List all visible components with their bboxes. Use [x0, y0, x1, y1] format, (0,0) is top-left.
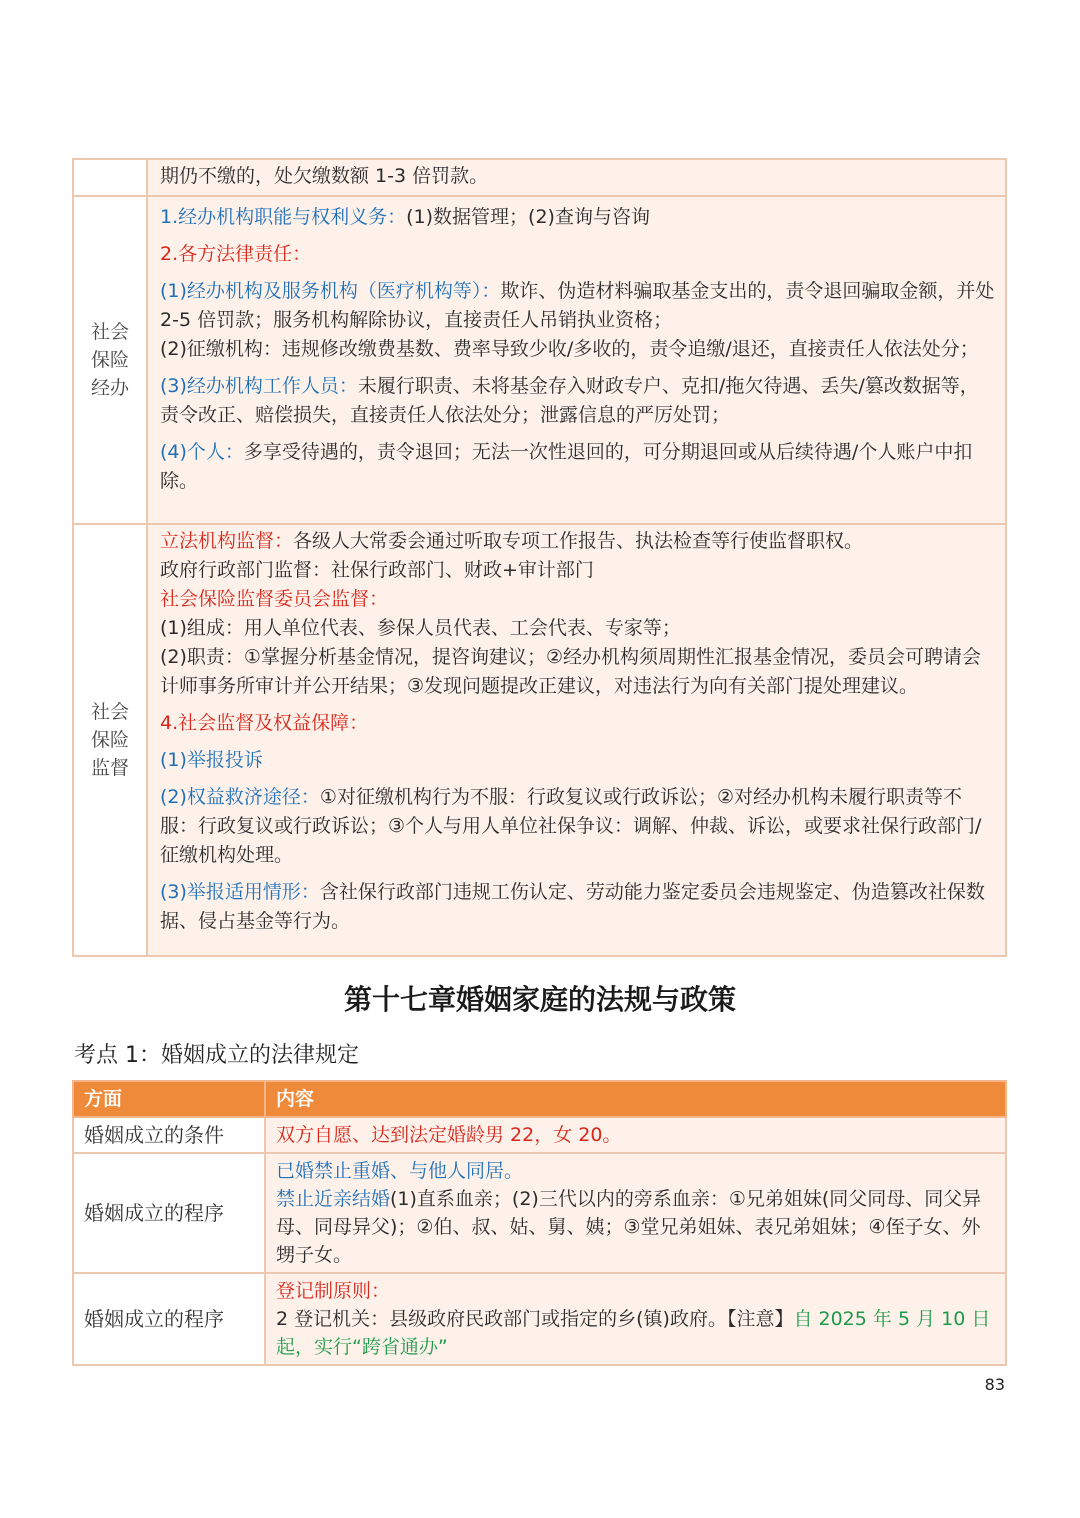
label-line: 监督: [90, 757, 129, 779]
aspect-cell: 婚姻成立的程序: [73, 1273, 265, 1365]
item-title: (2)权益救济途径：: [160, 786, 320, 808]
label-line: 经办: [90, 377, 129, 399]
column-header: 内容: [265, 1081, 1006, 1117]
row-label-jingban: [73, 196, 147, 524]
item-text: 含社保行政部门违规工伤认定、劳动能力鉴定委员会违规鉴定、伪造篡改社保数据、侵占基金等行为。: [160, 881, 985, 932]
item-line: [160, 527, 997, 556]
item-line: [160, 783, 997, 870]
item-line: [160, 277, 997, 335]
label-line: 社会: [90, 701, 129, 723]
table-row: [73, 1117, 1006, 1153]
column-header: 方面: [73, 1081, 265, 1117]
marriage-table: [72, 1080, 1007, 1366]
item-line: (1)组成：用人单位代表、参保人员代表、工会代表、专家等；: [160, 617, 681, 639]
content-line: [276, 1305, 995, 1361]
row-content: [147, 524, 1006, 956]
item-text: (1)数据管理；(2)查询与咨询: [406, 206, 650, 228]
item-line: [160, 438, 997, 496]
content-note: 自 2025 年 5 月 10 日起，实行“跨省通办”: [276, 1308, 991, 1358]
item-text: 未履行职责、未将基金存入财政专户、克扣/拖欠待遇、丢失/篡改数据等，责令改正、赔偿损失，直接责任人依法处分；泄露信息的严厉处罚；: [160, 375, 979, 426]
item-title: 社会保险监督委员会监督：: [160, 588, 389, 610]
item-title: (4)个人：: [160, 441, 244, 463]
row-label-empty: [73, 159, 147, 196]
page-number: 83: [984, 1375, 1005, 1394]
item-line: (2)职责：①掌握分析基金情况，提咨询建议；②经办机构须周期性汇报基金情况，委员会可聘请会计师事务所审计并公开结果；③发现问题提改正建议，对违法行为向有关部门提处理建议。: [160, 646, 981, 697]
item-title: (1)经办机构及服务机构（医疗机构等）：: [160, 280, 501, 302]
item-title: (3)举报适用情形：: [160, 881, 320, 903]
content-text: (1)直系血亲；(2)三代以内的旁系血亲：①兄弟姐妹(同父同母、同父异母、同母异父)；②伯、叔、姑、舅、姨；③堂兄弟姐妹、表兄弟姐妹；④侄子女、外甥子女。: [276, 1188, 982, 1266]
table-row: [73, 524, 1006, 956]
section-heading: 考点 1：婚姻成立的法律规定: [74, 1043, 359, 1068]
item-line: 政府行政部门监督：社保行政部门、财政+审计部门: [160, 559, 594, 581]
content-cell: [265, 1273, 1006, 1365]
content-line: 已婚禁止重婚、与他人同居。: [276, 1160, 524, 1182]
item-line: [160, 203, 997, 232]
content-cell: [265, 1117, 1006, 1153]
table-row: [73, 196, 1006, 524]
content-line: 双方自愿、达到法定婚龄男 22，女 20。: [276, 1124, 622, 1146]
label-line: 保险: [90, 349, 129, 371]
aspect-cell: 婚姻成立的程序: [73, 1153, 265, 1273]
text-line: 期仍不缴的，处欠缴数额 1-3 倍罚款。: [160, 165, 489, 187]
content-line: 登记制原则：: [276, 1280, 391, 1302]
table-row: [73, 159, 1006, 196]
social-insurance-table: [72, 158, 1007, 957]
label-line: 社会: [90, 321, 129, 343]
table-row: [73, 1273, 1006, 1365]
item-line: [160, 372, 997, 430]
table-row: [73, 1153, 1006, 1273]
item-line: [160, 878, 997, 936]
content-text: 2 登记机关：县级政府民政部门或指定的乡(镇)政府。【注意】: [276, 1308, 794, 1330]
item-text: ①对征缴机构行为不服：行政复议或行政诉讼；②对经办机构未履行职责等不服：行政复议或行政诉讼；③个人与用人单位社保争议：调解、仲裁、诉讼，或要求社保行政部门/征缴机构处理。: [160, 786, 982, 866]
item-text: 多享受待遇的，责令退回；无法一次性退回的，可分期退回或从后续待遇/个人账户中扣除。: [160, 441, 973, 492]
row-content: [147, 159, 1006, 196]
content-line: [276, 1185, 995, 1269]
table-header-row: [73, 1081, 1006, 1117]
item-text: 各级人大常委会通过听取专项工作报告、执法检查等行使监督职权。: [293, 530, 864, 552]
aspect-cell: 婚姻成立的条件: [73, 1117, 265, 1153]
row-content: [147, 196, 1006, 524]
item-title: 1.经办机构职能与权利义务：: [160, 206, 407, 228]
row-label-jiandu: [73, 524, 147, 956]
label-line: 保险: [90, 729, 129, 751]
content-cell: [265, 1153, 1006, 1273]
item-text: 欺诈、伪造材料骗取基金支出的，责令退回骗取金额，并处 2-5 倍罚款；服务机构解除协议，直接责任人吊销执业资格；: [160, 280, 995, 331]
item-title: (3)经办机构工作人员：: [160, 375, 358, 397]
item-title: 4.社会监督及权益保障：: [160, 712, 369, 734]
item-title: (1)举报投诉: [160, 749, 263, 771]
item-title: 立法机构监督：: [160, 530, 294, 552]
chapter-title: 第十七章婚姻家庭的法规与政策: [343, 983, 736, 1016]
content-title: 禁止近亲结婚: [276, 1188, 391, 1210]
item-title: 2.各方法律责任：: [160, 243, 312, 265]
item-line: (2)征缴机构：违规修改缴费基数、费率导致少收/多收的，责令追缴/退还，直接责任人依法处分；: [160, 338, 979, 360]
